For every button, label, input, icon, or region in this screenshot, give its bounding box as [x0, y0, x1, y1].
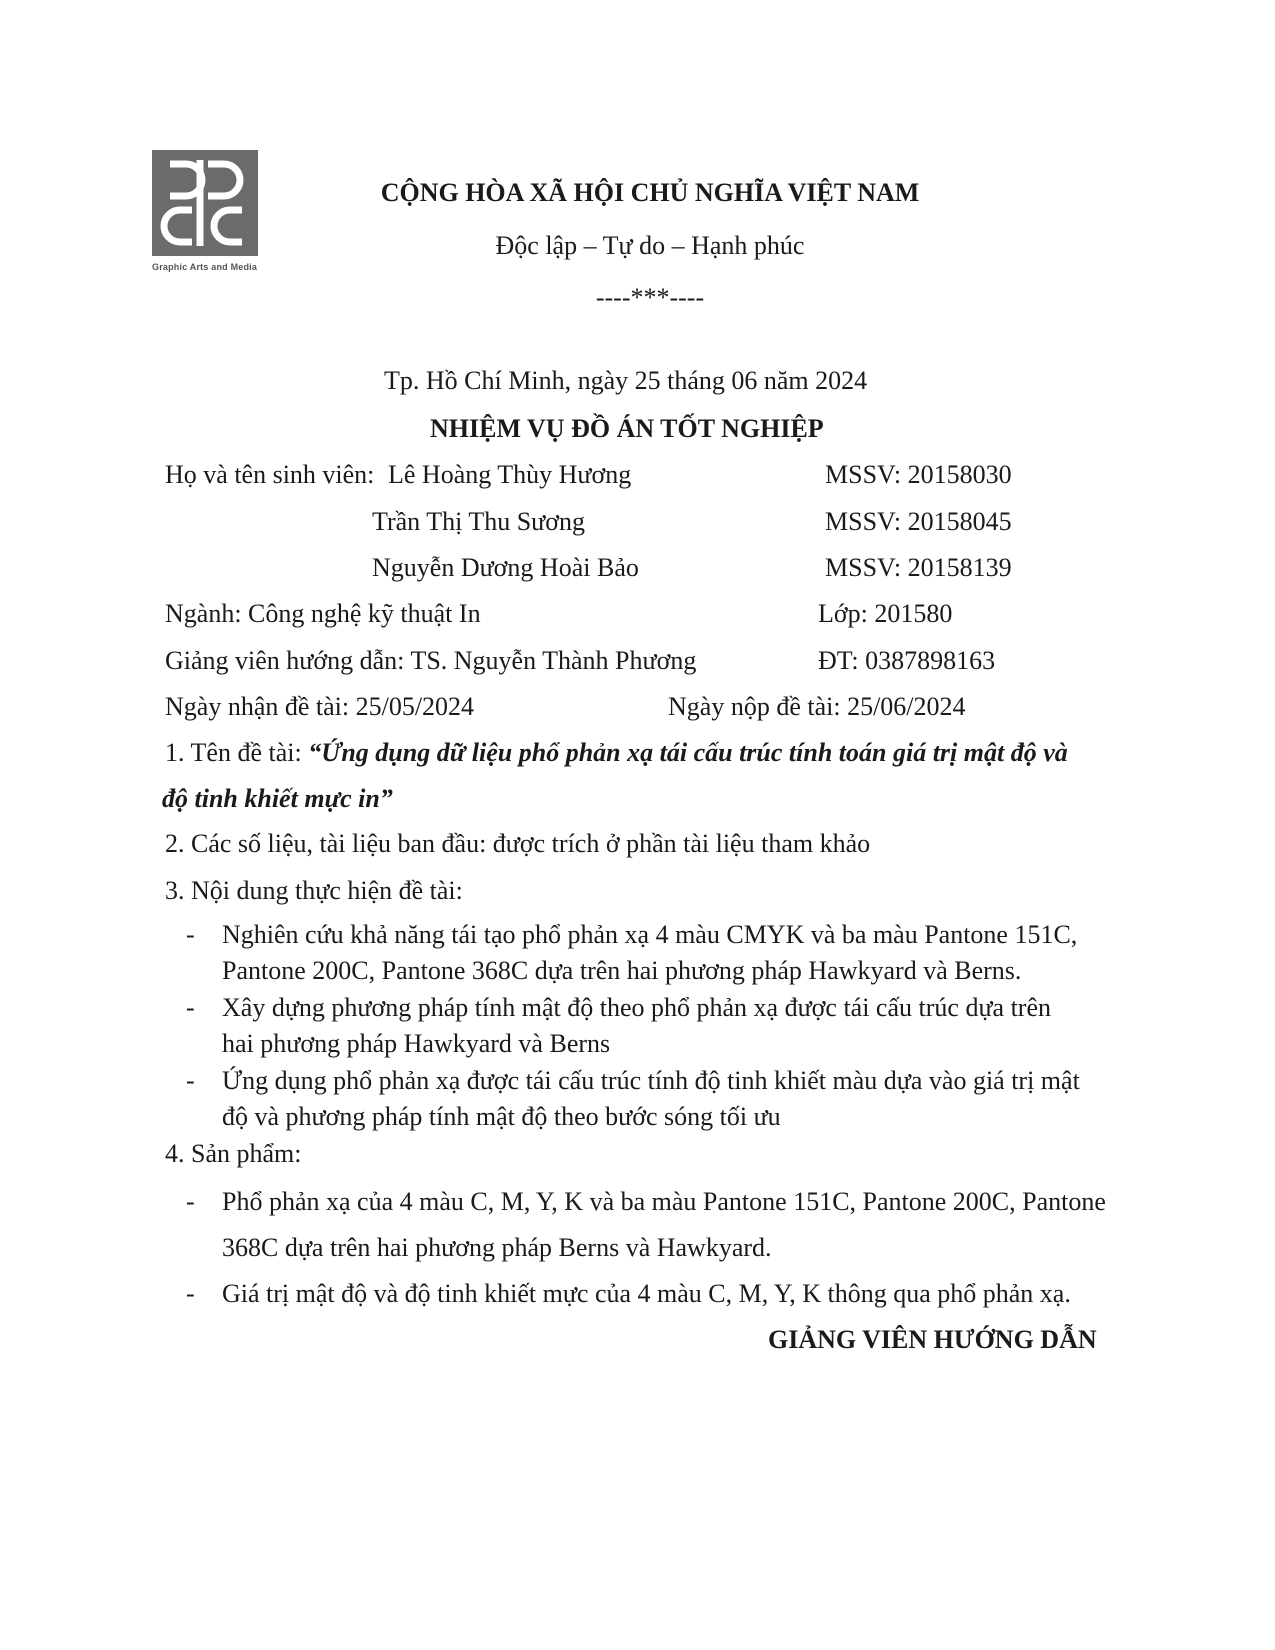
bullet-dash: - — [186, 993, 195, 1022]
institution-logo — [152, 150, 258, 256]
class-code: Lớp: 201580 — [818, 599, 953, 628]
topic-title-line-1: “Ứng dụng dữ liệu phổ phản xạ tái cấu trúc tính toán giá trị mật độ và — [308, 738, 1068, 767]
student-mssv: MSSV: 20158030 — [825, 460, 1012, 489]
list-item-continuation: 368C dựa trên hai phương pháp Berns và Hawkyard. — [222, 1233, 772, 1262]
list-item: Ứng dụng phổ phản xạ được tái cấu trúc tính độ tinh khiết màu dựa vào giá trị mật — [222, 1066, 1080, 1095]
nation-header: CỘNG HÒA XÃ HỘI CHỦ NGHĨA VIỆT NAM — [380, 178, 920, 207]
list-item: Phổ phản xạ của 4 màu C, M, Y, K và ba màu Pantone 151C, Pantone 200C, Pantone — [222, 1187, 1106, 1216]
topic-title-line-2: độ tinh khiết mực in” — [162, 784, 393, 813]
date-submitted: Ngày nộp đề tài: 25/06/2024 — [668, 692, 966, 721]
logo-caption: Graphic Arts and Media — [152, 262, 258, 272]
student-mssv: MSSV: 20158045 — [825, 507, 1012, 536]
student-name: Nguyễn Dương Hoài Bảo — [372, 553, 639, 582]
list-item-continuation: Pantone 200C, Pantone 368C dựa trên hai phương pháp Hawkyard và Berns. — [222, 956, 1022, 985]
student-name: Lê Hoàng Thùy Hương — [388, 460, 632, 489]
document-title: NHIỆM VỤ ĐỒ ÁN TỐT NGHIỆP — [430, 414, 824, 443]
section-1-label: 1. Tên đề tài: — [165, 738, 309, 767]
list-item-continuation: hai phương pháp Hawkyard và Berns — [222, 1029, 611, 1058]
advisor: Giảng viên hướng dẫn: TS. Nguyễn Thành Phương — [165, 646, 697, 675]
section-4-heading: 4. Sản phẩm: — [165, 1139, 302, 1168]
student-mssv: MSSV: 20158139 — [825, 553, 1012, 582]
date-received: Ngày nhận đề tài: 25/05/2024 — [165, 692, 475, 721]
separator: ----***---- — [595, 283, 705, 312]
bullet-dash: - — [186, 1279, 195, 1308]
advisor-phone: ĐT: 0387898163 — [818, 646, 996, 675]
signature-title: GIẢNG VIÊN HƯỚNG DẪN — [768, 1325, 1097, 1354]
list-item-continuation: độ và phương pháp tính mật độ theo bước sóng tối ưu — [222, 1102, 781, 1131]
bullet-dash: - — [186, 1187, 195, 1216]
students-label: Họ và tên sinh viên: — [165, 460, 375, 489]
section-1-topic — [165, 737, 1068, 769]
student-name: Trần Thị Thu Sương — [372, 507, 586, 536]
logo-mark-icon — [152, 150, 258, 256]
list-item: Giá trị mật độ và độ tinh khiết mực của 4 màu C, M, Y, K thông qua phổ phản xạ. — [222, 1279, 1071, 1308]
place-date: Tp. Hồ Chí Minh, ngày 25 tháng 06 năm 2024 — [384, 366, 868, 395]
bullet-dash: - — [186, 1066, 195, 1095]
section-3-heading: 3. Nội dung thực hiện đề tài: — [165, 876, 463, 905]
bullet-dash: - — [186, 920, 195, 949]
section-2: 2. Các số liệu, tài liệu ban đầu: được trích ở phần tài liệu tham khảo — [165, 829, 871, 858]
list-item: Xây dựng phương pháp tính mật độ theo phổ phản xạ được tái cấu trúc dựa trên — [222, 993, 1051, 1022]
major: Ngành: Công nghệ kỹ thuật In — [165, 599, 481, 628]
motto: Độc lập – Tự do – Hạnh phúc — [495, 231, 805, 260]
list-item: Nghiên cứu khả năng tái tạo phổ phản xạ 4 màu CMYK và ba màu Pantone 151C, — [222, 920, 1078, 949]
